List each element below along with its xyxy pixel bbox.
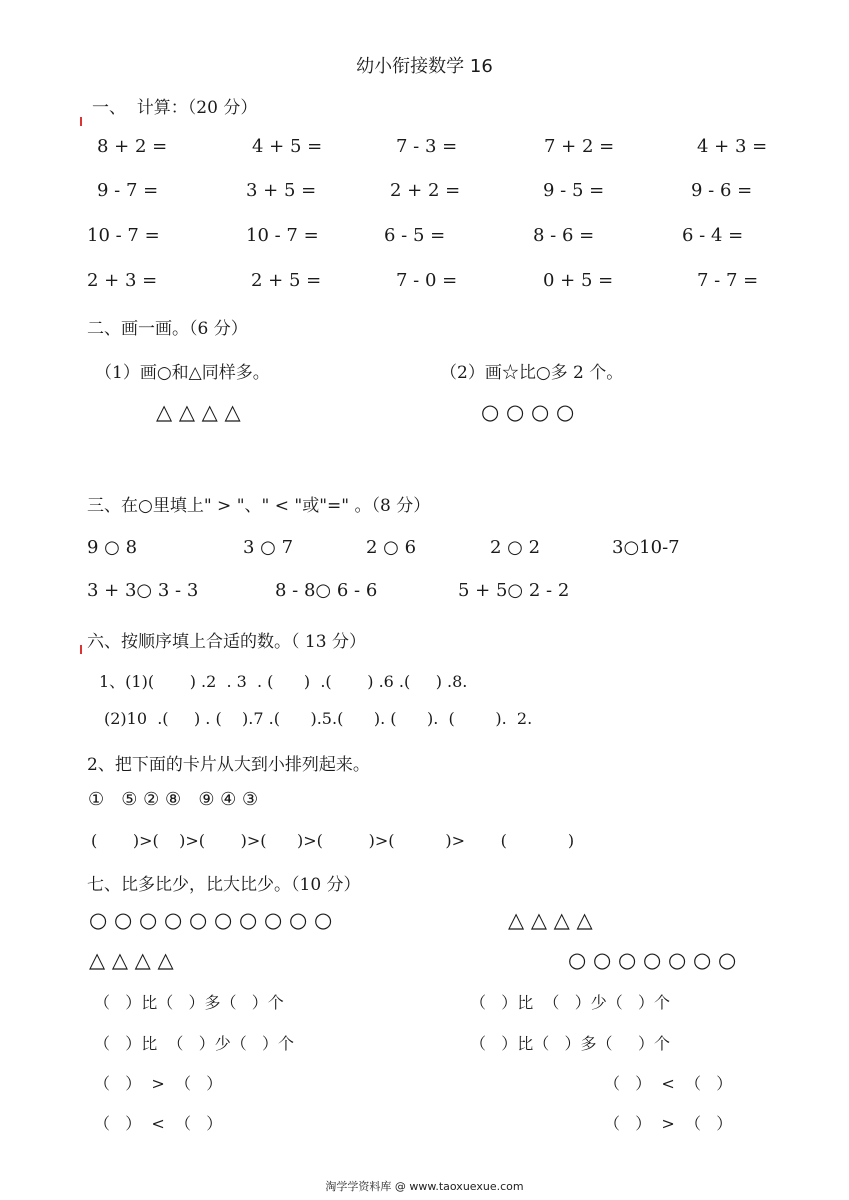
equation: 10 - 7 = bbox=[246, 225, 319, 246]
circle-row: ○ ○ ○ ○ bbox=[481, 400, 575, 424]
comparison: 9 ○ 8 bbox=[87, 537, 138, 558]
question-2: （2）画☆比○多 2 个。 bbox=[440, 363, 624, 383]
comparison: 5 + 5○ 2 - 2 bbox=[458, 580, 570, 601]
red-margin-mark bbox=[80, 645, 82, 654]
equation: 6 - 5 = bbox=[384, 225, 446, 246]
footer-watermark: 淘学学资料库 @ www.taoxuexue.com bbox=[325, 1180, 524, 1193]
red-margin-mark bbox=[80, 117, 82, 126]
comparison: 3 ○ 7 bbox=[243, 537, 294, 558]
section-3-heading: 三、在○里填上" > "、" < "或"=" 。（8 分） bbox=[87, 496, 431, 516]
compare-blank: （ ）比 （ ）少（ ）个 bbox=[94, 1034, 294, 1053]
equation: 9 - 7 = bbox=[97, 180, 159, 201]
comparison: 8 - 8○ 6 - 6 bbox=[275, 580, 378, 601]
equation: 3 + 5 = bbox=[246, 180, 317, 201]
equation: 7 - 0 = bbox=[396, 270, 458, 291]
compare-blank: （ ） < （ ） bbox=[94, 1114, 223, 1133]
compare-blank: （ ） > （ ） bbox=[94, 1074, 223, 1093]
equation: 8 - 6 = bbox=[533, 225, 595, 246]
section-2-heading: 二、画一画。（6 分） bbox=[87, 319, 248, 339]
equation: 9 - 5 = bbox=[543, 180, 605, 201]
question-cards: 2、把下面的卡片从大到小排列起来。 bbox=[87, 755, 370, 775]
comparison: 3○10-7 bbox=[612, 537, 680, 558]
section-6-heading: 六、按顺序填上合适的数。（ 13 分） bbox=[87, 632, 366, 652]
triangle-row: △ △ △ △ bbox=[156, 400, 241, 424]
equation: 2 + 3 = bbox=[87, 270, 158, 291]
sequence-line-1: 1、(1)( ) .2 . 3 . ( ) .( ) .6 .( ) .8. bbox=[99, 672, 468, 691]
page-title: 幼小衔接数学 16 bbox=[356, 56, 493, 77]
question-1: （1）画○和△同样多。 bbox=[95, 363, 270, 383]
number-cards: ① ⑤ ② ⑧ ⑨ ④ ③ bbox=[88, 789, 259, 810]
compare-blank: （ ） < （ ） bbox=[604, 1074, 733, 1093]
circle-row: ○ ○ ○ ○ ○ ○ ○ ○ ○ ○ bbox=[89, 908, 333, 932]
section-7-heading: 七、比多比少，比大比少。（10 分） bbox=[87, 875, 361, 895]
equation: 7 - 3 = bbox=[396, 136, 458, 157]
equation: 2 + 5 = bbox=[251, 270, 322, 291]
equation: 8 + 2 = bbox=[97, 136, 168, 157]
circle-row: ○ ○ ○ ○ ○ ○ ○ bbox=[568, 948, 737, 972]
comparison: 2 ○ 2 bbox=[490, 537, 541, 558]
equation: 4 + 5 = bbox=[252, 136, 323, 157]
triangle-row: △ △ △ △ bbox=[508, 908, 593, 932]
equation: 9 - 6 = bbox=[691, 180, 753, 201]
equation: 4 + 3 = bbox=[697, 136, 768, 157]
compare-blank: （ ）比 （ ）少（ ）个 bbox=[470, 993, 670, 1012]
compare-blank: （ ）比（ ）多（ ）个 bbox=[94, 993, 284, 1012]
sequence-line-2: (2)10 .( ) . ( ).7 .( ).5.( ). ( ). ( ). 2. bbox=[104, 709, 533, 728]
order-blanks: ( )>( )>( )>( )>( )>( )> ( ) bbox=[91, 831, 575, 850]
compare-blank: （ ）比（ ）多（ ）个 bbox=[470, 1034, 670, 1053]
comparison: 3 + 3○ 3 - 3 bbox=[87, 580, 199, 601]
comparison: 2 ○ 6 bbox=[366, 537, 417, 558]
equation: 2 + 2 = bbox=[390, 180, 461, 201]
equation: 7 + 2 = bbox=[544, 136, 615, 157]
equation: 6 - 4 = bbox=[682, 225, 744, 246]
equation: 0 + 5 = bbox=[543, 270, 614, 291]
section-1-heading: 一、 计算：（20 分） bbox=[92, 98, 258, 118]
triangle-row: △ △ △ △ bbox=[89, 948, 174, 972]
equation: 10 - 7 = bbox=[87, 225, 160, 246]
equation: 7 - 7 = bbox=[697, 270, 759, 291]
compare-blank: （ ） > （ ） bbox=[604, 1114, 733, 1133]
